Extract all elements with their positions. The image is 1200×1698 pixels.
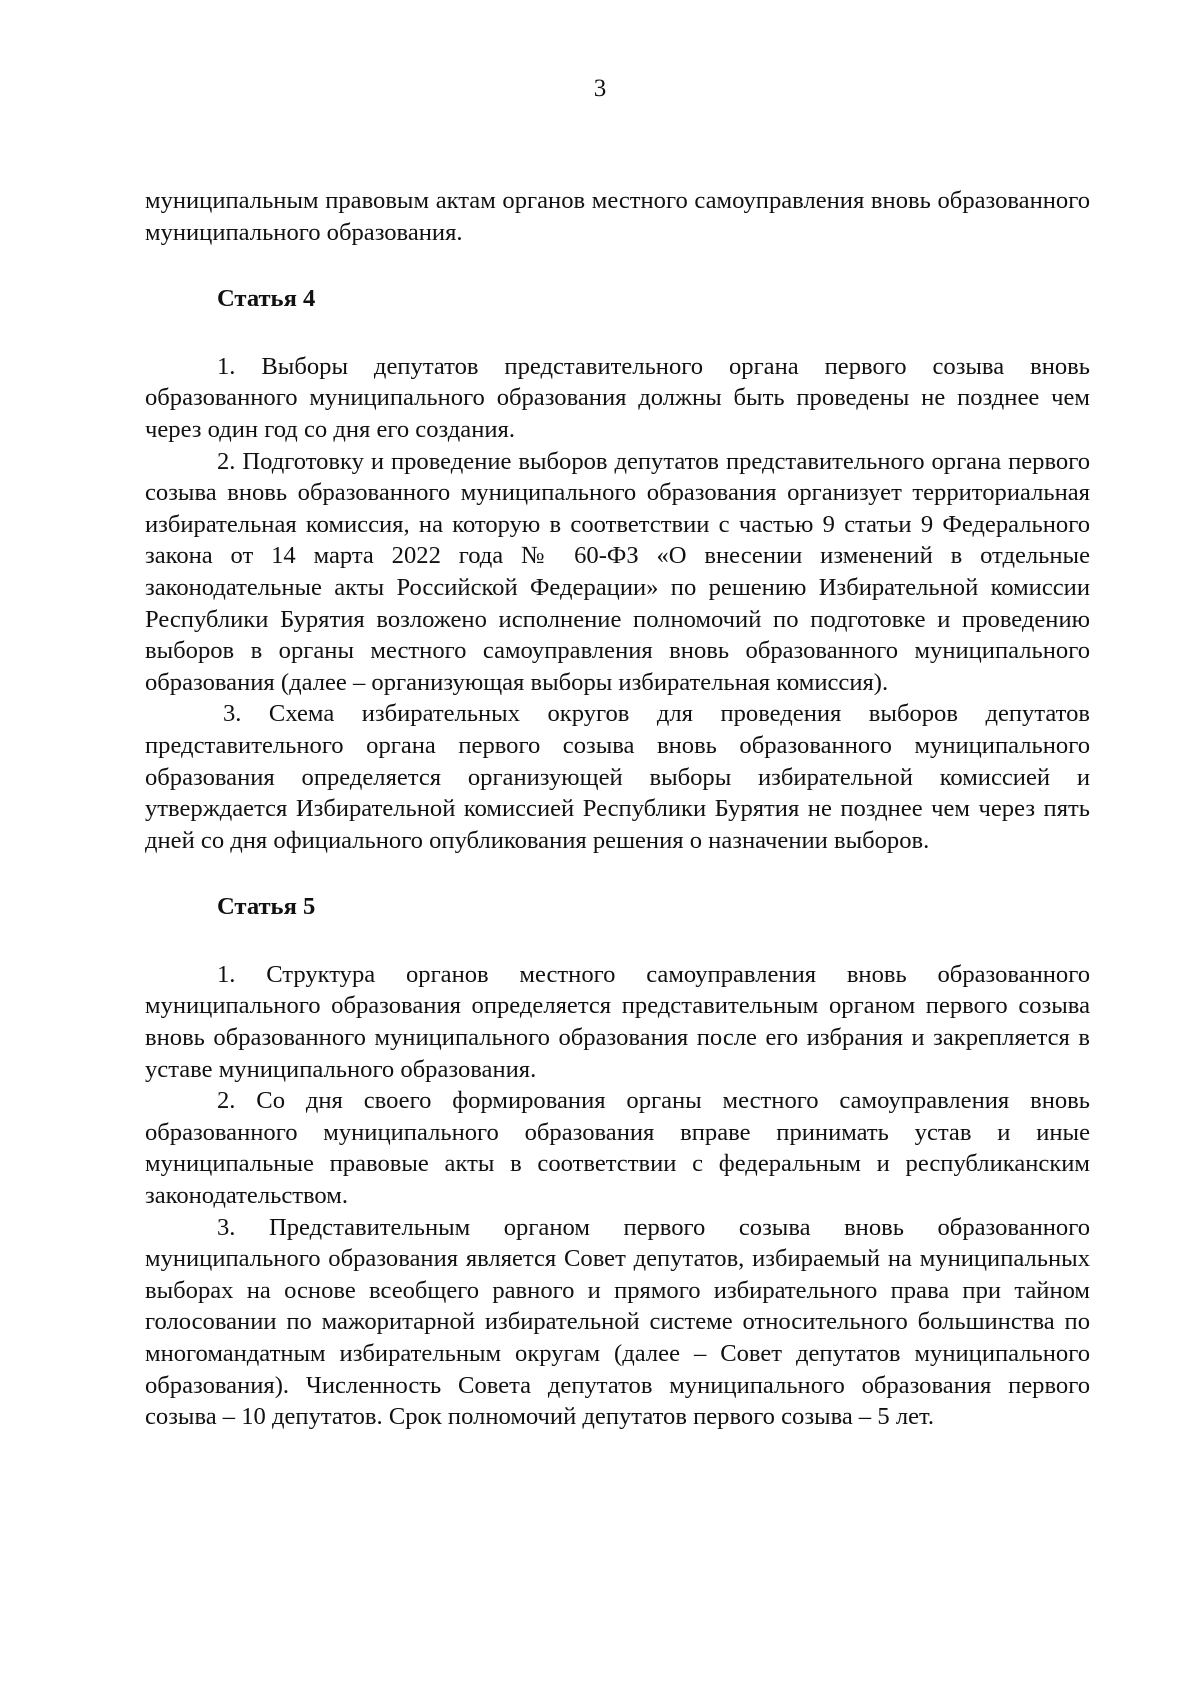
article-4-paragraph-3: 3. Схема избирательных округов для проведения выборов депутатов представительного органа первого созыва вновь образованного муниципального образования определяется организующей выборы избирательной комиссией и утверждается Избирательной комиссией Республики Бурятия не позднее чем через пять дней со дня официального опубликования решения о назначении выборов.: [145, 700, 1090, 854]
article-4-heading: Статья 4: [217, 285, 316, 313]
article-5-paragraph-3: 3. Представительным органом первого созыва вновь образованного муниципального образования является Совет депутатов, избираемый на муниципальных выборах на основе всеобщего равного и прямого избирательного права при тайном голосовании по мажоритарной избирательной системе относительного большинства по многомандатным избирательным округам (далее – Совет депутатов муниципального образования). Численность Совета депутатов муниципального образования первого созыва – 10 депутатов. Срок полномочий депутатов первого созыва – 5 лет.: [145, 1213, 1090, 1431]
article-5-paragraph-1: 1. Структура органов местного самоуправления вновь образованного муниципального образования определяется представительным органом первого созыва вновь образованного муниципального образования после его избрания и закрепляется в уставе муниципального образования.: [145, 960, 1090, 1083]
article-4-paragraph-1: 1. Выборы депутатов представительного органа первого созыва вновь образованного муниципального образования должны быть проведены не позднее чем через один год со дня его создания.: [145, 352, 1090, 443]
article-4-paragraph-2: 2. Подготовку и проведение выборов депутатов представительного органа первого созыва вновь образованного муниципального образования организует территориальная избирательная комиссия, на которую в соответствии с частью 9 статьи 9 Федерального закона от 14 марта 2022 года № 60-ФЗ «О внесении изменений в отдельные законодательные акты Российской Федерации» по решению Избирательной комиссии Республики Бурятия возложено исполнение полномочий по подготовке и проведению выборов в органы местного самоуправления вновь образованного муниципального образования (далее – организующая выборы избирательная комиссия).: [145, 447, 1090, 696]
continuation-paragraph: муниципальным правовым актам органов местного самоуправления вновь образованного муниципального образования.: [145, 187, 1090, 246]
document-body: [145, 185, 1090, 1433]
article-5-paragraph-2: 2. Со дня своего формирования органы местного самоуправления вновь образованного муниципального образования вправе принимать устав и иные муниципальные правовые акты в соответствии с федеральным и республиканским законодательством.: [145, 1087, 1090, 1210]
article-5-heading: Статья 5: [217, 893, 316, 921]
page-number: 3: [593, 75, 607, 102]
